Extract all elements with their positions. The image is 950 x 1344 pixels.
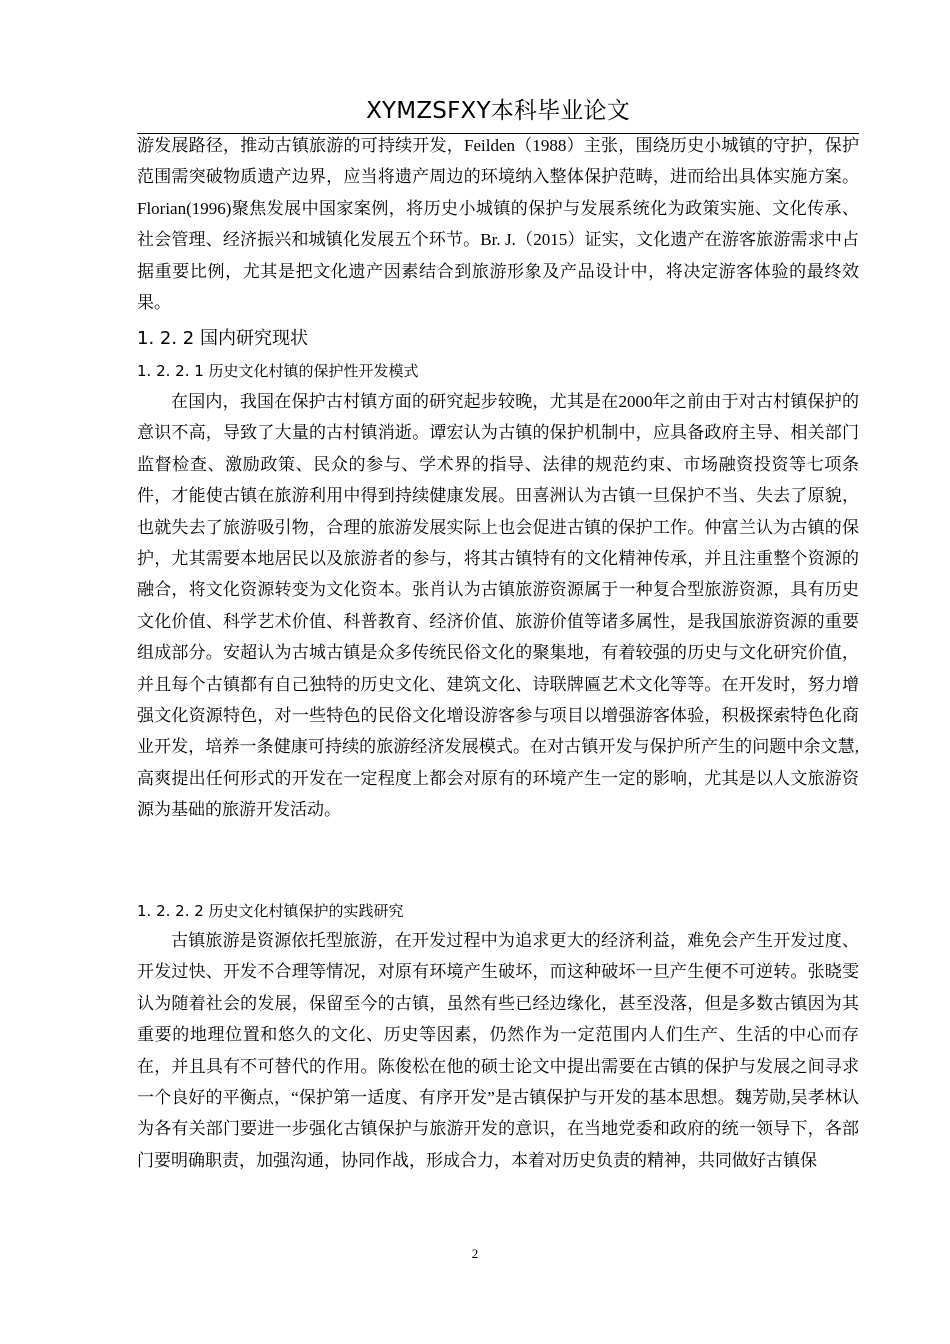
page-number: 2: [471, 1246, 479, 1261]
paragraph-foreign-research-continued: 游发展路径，推动古镇旅游的可持续开发，Feilden（1988）主张，围绕历史小城镇的守护，保护范围需突破物质遗产边界，应当将遗产周边的环境纳入整体保护范畴，进而给出具体实施方案。Florian(1996)聚焦发展中国家案例，将历史小城镇的保护与发展系统化为政策实施、文化传承、社会管理、经济振兴和城镇化发展五个环节。Br. J.（2015）证实，文化遗产在游客旅游需求中占据重要比例，尤其是把文化遗产因素结合到旅游形象及产品设计中，将决定游客体验的最终效果。: [137, 136, 859, 313]
paragraph-protective-development: 在国内，我国在保护古村镇方面的研究起步较晚，尤其是在2000年之前由于对古村镇保护的意识不高，导致了大量的古村镇消逝。谭宏认为古镇的保护机制中，应具备政府主导、相关部门监督检查、激励政策、民众的参与、学术界的指导、法律的规范约束、市场融资投资等七项条件，才能使古镇在旅游利用中得到持续健康发展。田喜洲认为古镇一旦保护不当、失去了原貌，也就失去了旅游吸引物，合理的旅游发展实际上也会促进古镇的保护工作。仲富兰认为古镇的保护，尤其需要本地居民以及旅游者的参与，将其古镇特有的文化精神传承，并且注重整个资源的融合，将文化资源转变为文化资本。张肖认为古镇旅游资源属于一种复合型旅游资源，具有历史文化价值、科学艺术价值、科普教育、经济价值、旅游价值等诸多属性，是我国旅游资源的重要组成部分。安超认为古城古镇是众多传统民俗文化的聚集地，有着较强的历史与文化研究价值，并且每个古镇都有自己独特的历史文化、建筑文化、诗联牌匾艺术文化等等。在开发时，努力增强文化资源特色，对一些特色的民俗文化增设游客参与项目以增强游客体验，积极探索特色化商业开发，培养一条健康可持续的旅游经济发展模式。在对古镇开发与保护所产生的问题中余文慧,高爽提出任何形式的开发在一定程度上都会对原有的环境产生一定的影响，尤其是以人文旅游资源为基础的旅游开发活动。: [137, 392, 859, 820]
subsection-heading-practice-research: 1. 2. 2. 2 历史文化村镇保护的实践研究: [137, 902, 404, 920]
page-header: [137, 90, 859, 134]
header-title: XYMZSFXY本科毕业论文: [366, 98, 630, 124]
paragraph-practice-research: 古镇旅游是资源依托型旅游，在开发过程中为追求更大的经济利益，难免会产生开发过度、开发过快、开发不合理等情况，对原有环境产生破坏，而这种破坏一旦产生便不可逆转。张晓雯认为随着社会的发展，保留至今的古镇，虽然有些已经边缘化，甚至没落，但是多数古镇因为其重要的地理位置和悠久的文化、历史等因素，仍然作为一定范围内人们生产、生活的中心而存在，并且具有不可替代的作用。陈俊松在他的硕士论文中提出需要在古镇的保护与发展之间寻求一个良好的平衡点，“保护第一适度、有序开发”是古镇保护与开发的基本思想。魏芳勋,吴孝林认为各有关部门要进一步强化古镇保护与旅游开发的意识，在当地党委和政府的统一领导下，各部门要明确职责，加强沟通，协同作战，形成合力，本着对历史负责的精神，共同做好古镇保: [137, 931, 859, 1170]
subsection-heading-protective-development: 1. 2. 2. 1 历史文化村镇的保护性开发模式: [137, 362, 419, 380]
section-heading-domestic-research: 1. 2. 2 国内研究现状: [137, 328, 308, 349]
